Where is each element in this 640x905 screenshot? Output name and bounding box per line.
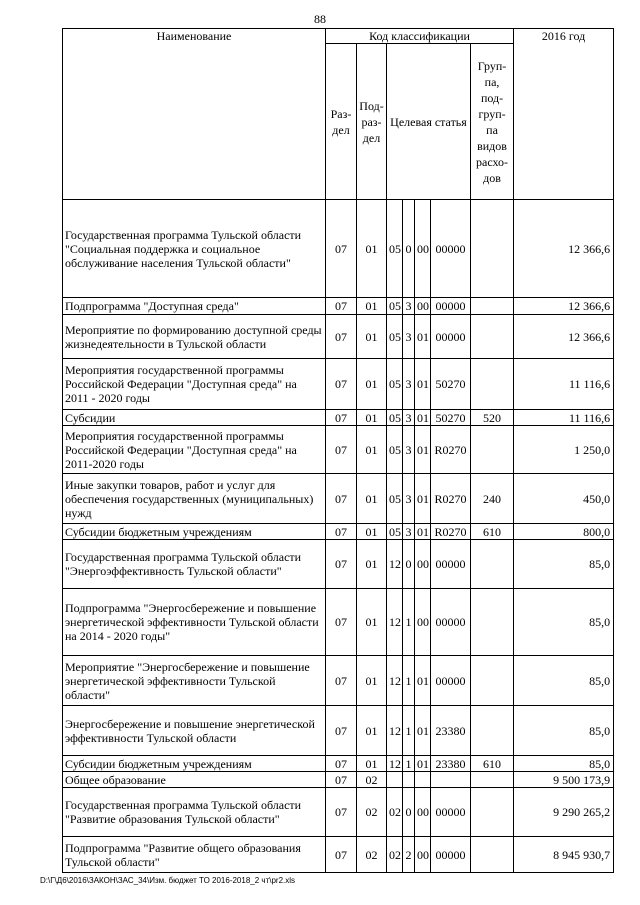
cell-target-event (415, 772, 431, 788)
cell-target-event: 01 (415, 315, 431, 359)
cell-target-program: 12 (387, 756, 403, 772)
cell-amount: 11 116,6 (514, 359, 614, 410)
file-path-footer: D:\Г\Д6\2016\ЗАКОН\ЗАС_34\Изм. бюджет ТО 2016-2018_2 чт\pr2.xls (40, 876, 296, 885)
cell-razdel: 07 (326, 200, 357, 298)
cell-podrazdel: 02 (357, 837, 387, 873)
cell-razdel: 07 (326, 589, 357, 656)
cell-podrazdel: 01 (357, 298, 387, 315)
cell-razdel: 07 (326, 426, 357, 474)
cell-expense-group (471, 837, 514, 873)
table-row (63, 706, 614, 756)
cell-target-event: 00 (415, 837, 431, 873)
cell-expense-group (471, 772, 514, 788)
cell-target-subprogram: 3 (403, 315, 415, 359)
cell-target-program (387, 772, 403, 788)
cell-name: Государственная программа Тульской области "Энергоэффективность Тульской области" (63, 540, 326, 589)
cell-target-event: 01 (415, 474, 431, 524)
cell-name: Подпрограмма "Энергосбережение и повышение энергетической эффективности Тульской области на 2014 - 2020 годы" (63, 589, 326, 656)
cell-razdel: 07 (326, 410, 357, 426)
cell-target-event: 01 (415, 410, 431, 426)
cell-amount: 1 250,0 (514, 426, 614, 474)
cell-target-direction: 50270 (431, 410, 471, 426)
cell-target-event: 01 (415, 524, 431, 540)
cell-name: Подпрограмма "Доступная среда" (63, 298, 326, 315)
cell-target-direction: 23380 (431, 756, 471, 772)
cell-amount: 85,0 (514, 540, 614, 589)
cell-podrazdel: 01 (357, 426, 387, 474)
cell-target-program: 05 (387, 359, 403, 410)
cell-razdel: 07 (326, 706, 357, 756)
budget-table (62, 28, 614, 873)
cell-target-subprogram (403, 772, 415, 788)
cell-amount: 800,0 (514, 524, 614, 540)
cell-name: Мероприятия государственной программы Российской Федерации "Доступная среда" на 2011-2020 годы (63, 426, 326, 474)
cell-target-subprogram: 1 (403, 706, 415, 756)
cell-podrazdel: 01 (357, 656, 387, 706)
cell-name: Субсидии (63, 410, 326, 426)
table-row (63, 837, 614, 873)
header-code: Код классификации (326, 29, 514, 44)
table-row (63, 589, 614, 656)
cell-target-direction: R0270 (431, 474, 471, 524)
cell-target-program: 02 (387, 837, 403, 873)
cell-target-direction: 50270 (431, 359, 471, 410)
cell-podrazdel: 01 (357, 359, 387, 410)
table-row (63, 200, 614, 298)
cell-target-subprogram: 0 (403, 540, 415, 589)
table-row (63, 359, 614, 410)
cell-target-event: 00 (415, 298, 431, 315)
cell-razdel: 07 (326, 298, 357, 315)
table-row (63, 756, 614, 772)
cell-expense-group: 520 (471, 410, 514, 426)
cell-amount: 12 366,6 (514, 200, 614, 298)
table-row (63, 788, 614, 837)
cell-target-direction: 00000 (431, 788, 471, 837)
cell-expense-group (471, 788, 514, 837)
cell-name: Государственная программа Тульской области "Социальная поддержка и социальное обслуживание населения Тульской области" (63, 200, 326, 298)
page-number: 88 (314, 12, 326, 26)
cell-expense-group (471, 359, 514, 410)
cell-name: Энергосбережение и повышение энергетической эффективности Тульской области (63, 706, 326, 756)
cell-razdel: 07 (326, 837, 357, 873)
cell-amount: 8 945 930,7 (514, 837, 614, 873)
cell-target-event: 01 (415, 656, 431, 706)
cell-target-program: 12 (387, 656, 403, 706)
cell-podrazdel: 01 (357, 524, 387, 540)
cell-name: Государственная программа Тульской области "Развитие образования Тульской области" (63, 788, 326, 837)
cell-podrazdel: 01 (357, 756, 387, 772)
cell-target-subprogram: 2 (403, 837, 415, 873)
cell-target-subprogram: 3 (403, 426, 415, 474)
cell-target-subprogram: 3 (403, 410, 415, 426)
cell-target-direction: 23380 (431, 706, 471, 756)
cell-target-direction: 00000 (431, 656, 471, 706)
header-target: Целевая статья (387, 44, 471, 200)
cell-target-subprogram: 0 (403, 788, 415, 837)
table-row (63, 410, 614, 426)
cell-expense-group (471, 540, 514, 589)
cell-podrazdel: 01 (357, 315, 387, 359)
cell-target-event: 01 (415, 756, 431, 772)
cell-target-event: 00 (415, 589, 431, 656)
table-row (63, 298, 614, 315)
cell-target-program: 05 (387, 426, 403, 474)
cell-amount: 85,0 (514, 756, 614, 772)
cell-expense-group: 610 (471, 524, 514, 540)
cell-target-program: 02 (387, 788, 403, 837)
header-year: 2016 год (514, 29, 614, 200)
cell-target-subprogram: 1 (403, 589, 415, 656)
table-row (63, 315, 614, 359)
table-row (63, 474, 614, 524)
cell-target-event: 01 (415, 426, 431, 474)
cell-name: Субсидии бюджетным учреждениям (63, 756, 326, 772)
cell-podrazdel: 02 (357, 788, 387, 837)
cell-podrazdel: 01 (357, 200, 387, 298)
cell-name: Общее образование (63, 772, 326, 788)
cell-target-event: 00 (415, 200, 431, 298)
header-podrazdel: Под- раз- дел (357, 44, 387, 200)
cell-amount: 450,0 (514, 474, 614, 524)
cell-target-direction: 00000 (431, 540, 471, 589)
cell-podrazdel: 01 (357, 474, 387, 524)
cell-target-subprogram: 0 (403, 200, 415, 298)
cell-amount: 12 366,6 (514, 315, 614, 359)
cell-target-program: 05 (387, 474, 403, 524)
cell-name: Мероприятие по формированию доступной среды жизнедеятельности в Тульской области (63, 315, 326, 359)
cell-name: Мероприятия государственной программы Российской Федерации "Доступная среда" на 2011 - 2020 годы (63, 359, 326, 410)
cell-razdel: 07 (326, 524, 357, 540)
cell-target-subprogram: 3 (403, 524, 415, 540)
cell-target-direction: R0270 (431, 426, 471, 474)
table-row (63, 426, 614, 474)
cell-expense-group (471, 656, 514, 706)
cell-podrazdel: 01 (357, 706, 387, 756)
cell-amount: 12 366,6 (514, 298, 614, 315)
cell-name: Мероприятие "Энергосбережение и повышение энергетической эффективности Тульской области" (63, 656, 326, 706)
cell-name: Субсидии бюджетным учреждениям (63, 524, 326, 540)
cell-expense-group (471, 200, 514, 298)
cell-podrazdel: 01 (357, 540, 387, 589)
cell-razdel: 07 (326, 474, 357, 524)
cell-target-direction: 00000 (431, 589, 471, 656)
cell-expense-group (471, 315, 514, 359)
cell-expense-group: 240 (471, 474, 514, 524)
cell-target-program: 05 (387, 298, 403, 315)
cell-target-direction: 00000 (431, 837, 471, 873)
cell-amount: 85,0 (514, 656, 614, 706)
cell-amount: 85,0 (514, 589, 614, 656)
cell-podrazdel: 01 (357, 589, 387, 656)
cell-target-event: 01 (415, 706, 431, 756)
cell-amount: 9 500 173,9 (514, 772, 614, 788)
cell-name: Иные закупки товаров, работ и услуг для обеспечения государственных (муниципальных) нужд (63, 474, 326, 524)
cell-razdel: 07 (326, 540, 357, 589)
cell-target-program: 12 (387, 540, 403, 589)
table-row (63, 524, 614, 540)
cell-expense-group (471, 589, 514, 656)
cell-razdel: 07 (326, 315, 357, 359)
cell-expense-group: 610 (471, 756, 514, 772)
table-body (63, 200, 614, 873)
cell-expense-group (471, 706, 514, 756)
cell-target-subprogram: 3 (403, 474, 415, 524)
cell-amount: 85,0 (514, 706, 614, 756)
cell-target-program: 05 (387, 200, 403, 298)
table-row (63, 540, 614, 589)
header-group: Груп- па, под- груп- па видов расхо- дов (471, 44, 514, 200)
cell-razdel: 07 (326, 788, 357, 837)
cell-target-subprogram: 3 (403, 298, 415, 315)
cell-podrazdel: 02 (357, 772, 387, 788)
cell-razdel: 07 (326, 359, 357, 410)
cell-target-program: 12 (387, 706, 403, 756)
cell-amount: 11 116,6 (514, 410, 614, 426)
header-razdel: Раз- дел (326, 44, 357, 200)
cell-target-subprogram: 3 (403, 359, 415, 410)
header-name: Наименование (63, 29, 326, 200)
cell-expense-group (471, 426, 514, 474)
cell-razdel: 07 (326, 772, 357, 788)
cell-target-event: 01 (415, 359, 431, 410)
cell-target-program: 12 (387, 589, 403, 656)
table-row (63, 772, 614, 788)
table-row (63, 656, 614, 706)
cell-target-program: 05 (387, 315, 403, 359)
cell-target-subprogram: 1 (403, 756, 415, 772)
cell-razdel: 07 (326, 656, 357, 706)
cell-target-direction (431, 772, 471, 788)
cell-name: Подпрограмма "Развитие общего образования Тульской области" (63, 837, 326, 873)
cell-target-event: 00 (415, 788, 431, 837)
cell-razdel: 07 (326, 756, 357, 772)
cell-target-event: 00 (415, 540, 431, 589)
cell-target-direction: 00000 (431, 200, 471, 298)
cell-target-direction: R0270 (431, 524, 471, 540)
cell-target-program: 05 (387, 410, 403, 426)
cell-amount: 9 290 265,2 (514, 788, 614, 837)
cell-podrazdel: 01 (357, 410, 387, 426)
cell-target-program: 05 (387, 524, 403, 540)
cell-expense-group (471, 298, 514, 315)
cell-target-direction: 00000 (431, 315, 471, 359)
cell-target-subprogram: 1 (403, 656, 415, 706)
cell-target-direction: 00000 (431, 298, 471, 315)
